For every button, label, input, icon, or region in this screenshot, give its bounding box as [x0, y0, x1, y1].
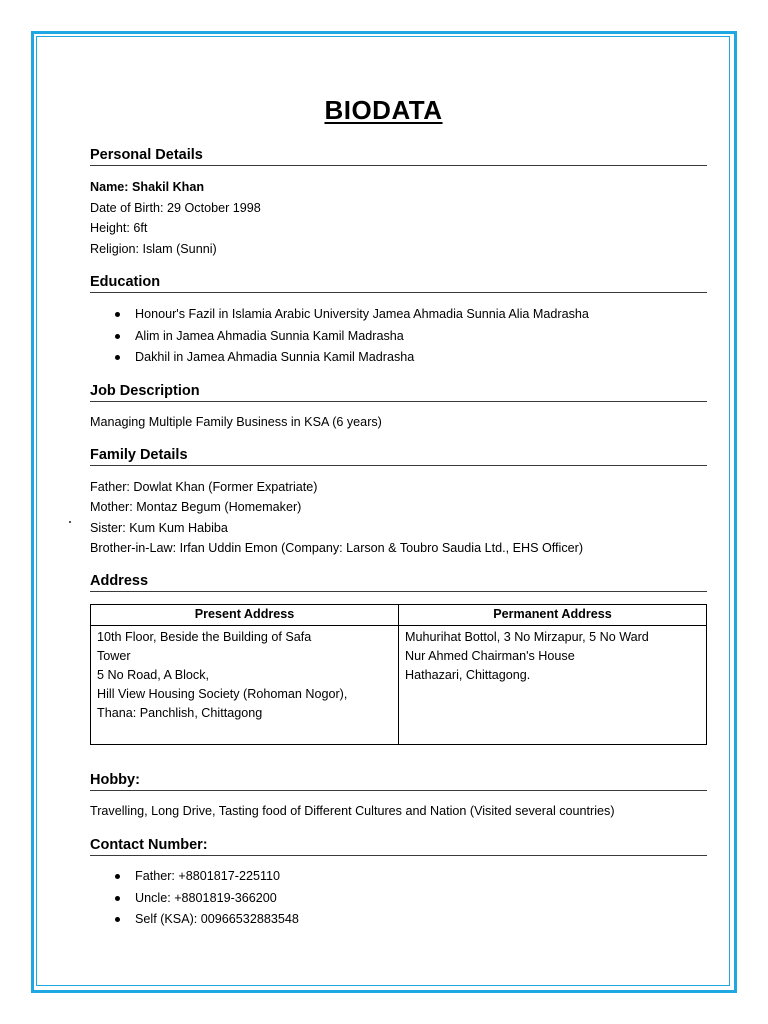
hobby-text: Travelling, Long Drive, Tasting food of Different Cultures and Nation (Visited several countries) [90, 804, 615, 818]
present-address-cell: 10th Floor, Beside the Building of Safa Tower 5 No Road, A Block, Hill View Housing Society (Rohoman Nogor), Thana: Panchlish, Chittagong [91, 626, 399, 745]
bullet-icon [115, 355, 120, 360]
dob-line: Date of Birth: 29 October 1998 [90, 201, 261, 215]
hobby-heading: Hobby: [90, 771, 707, 791]
present-address-header: Present Address [91, 605, 399, 626]
brother-in-law-line: Brother-in-Law: Irfan Uddin Emon (Company: Larson & Toubro Saudia Ltd., EHS Officer) [90, 541, 584, 555]
education-list [90, 304, 589, 369]
address-table [90, 604, 707, 745]
stray-mark [69, 521, 71, 523]
list-item: Alim in Jamea Ahmadia Sunnia Kamil Madrasha [90, 326, 589, 348]
list-item: Self (KSA): 00966532883548 [90, 909, 299, 931]
job-description-heading: Job Description [90, 382, 707, 402]
name-line: Name: Shakil Khan [90, 180, 205, 194]
table-row [91, 626, 707, 745]
personal-details-heading: Personal Details [90, 146, 707, 166]
permanent-address-header: Permanent Address [399, 605, 707, 626]
family-details-heading: Family Details [90, 446, 707, 466]
contact-list [90, 866, 299, 931]
education-heading: Education [90, 273, 707, 293]
permanent-address-cell: Muhurihat Bottol, 3 No Mirzapur, 5 No Ward Nur Ahmed Chairman's House Hathazari, Chittagong. [399, 626, 707, 745]
list-item: Honour's Fazil in Islamia Arabic University Jamea Ahmadia Sunnia Alia Madrasha [90, 304, 589, 326]
religion-line: Religion: Islam (Sunni) [90, 242, 217, 256]
list-item: Dakhil in Jamea Ahmadia Sunnia Kamil Madrasha [90, 347, 589, 369]
mother-line: Mother: Montaz Begum (Homemaker) [90, 500, 302, 514]
address-heading: Address [90, 572, 707, 592]
contact-number-heading: Contact Number: [90, 836, 707, 856]
list-item: Father: +8801817-225110 [90, 866, 299, 888]
job-description-text: Managing Multiple Family Business in KSA (6 years) [90, 415, 382, 429]
sister-line: Sister: Kum Kum Habiba [90, 521, 228, 535]
bullet-icon [115, 917, 120, 922]
document-title: BIODATA [324, 95, 443, 125]
bullet-icon [115, 896, 120, 901]
father-line: Father: Dowlat Khan (Former Expatriate) [90, 480, 318, 494]
height-line: Height: 6ft [90, 221, 148, 235]
bullet-icon [115, 312, 120, 317]
bullet-icon [115, 874, 120, 879]
bullet-icon [115, 334, 120, 339]
list-item: Uncle: +8801819-366200 [90, 888, 299, 910]
